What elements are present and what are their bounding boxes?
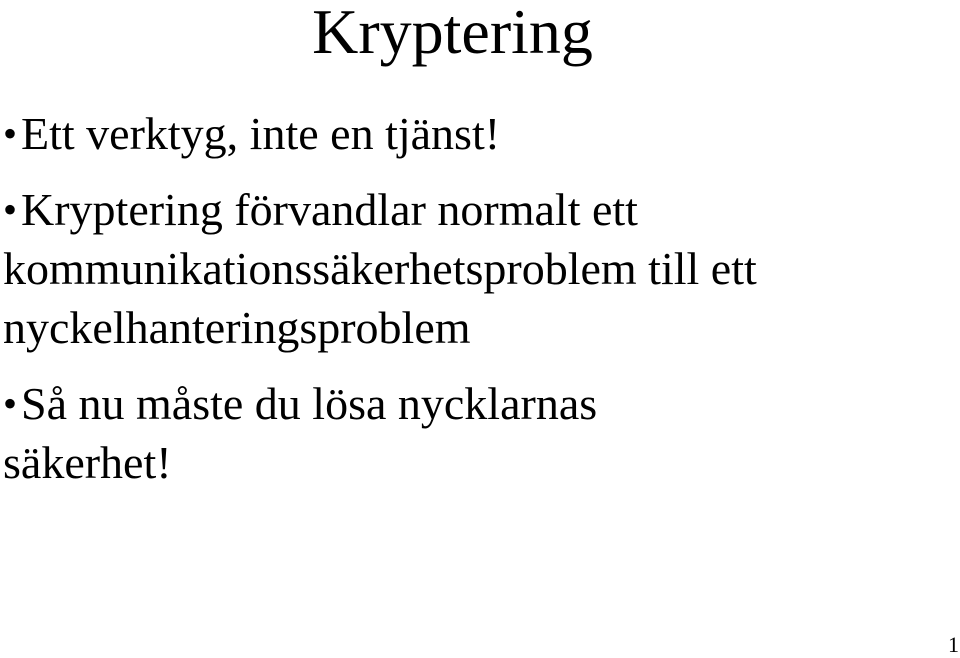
- bullet-icon: •: [3, 187, 18, 232]
- bullet-item: [0, 180, 940, 357]
- slide-title: Kryptering: [312, 0, 593, 67]
- bullet-text: Så nu måste du lösa nycklarnas: [21, 378, 598, 429]
- bullet-item: [0, 374, 940, 492]
- bullet-item: [0, 104, 940, 163]
- bullet-text-continuation: kommunikationssäkerhetsproblem till ett: [3, 243, 757, 294]
- bullet-text-continuation: nyckelhanteringsproblem: [3, 302, 471, 353]
- page-number: 1: [948, 632, 959, 657]
- bullet-text: Ett verktyg, inte en tjänst!: [21, 108, 501, 159]
- bullet-list: [0, 104, 940, 492]
- bullet-icon: •: [3, 111, 18, 156]
- bullet-icon: •: [3, 381, 18, 426]
- bullet-text: Kryptering förvandlar normalt ett: [21, 184, 638, 235]
- bullet-text-continuation: säkerhet!: [3, 437, 172, 488]
